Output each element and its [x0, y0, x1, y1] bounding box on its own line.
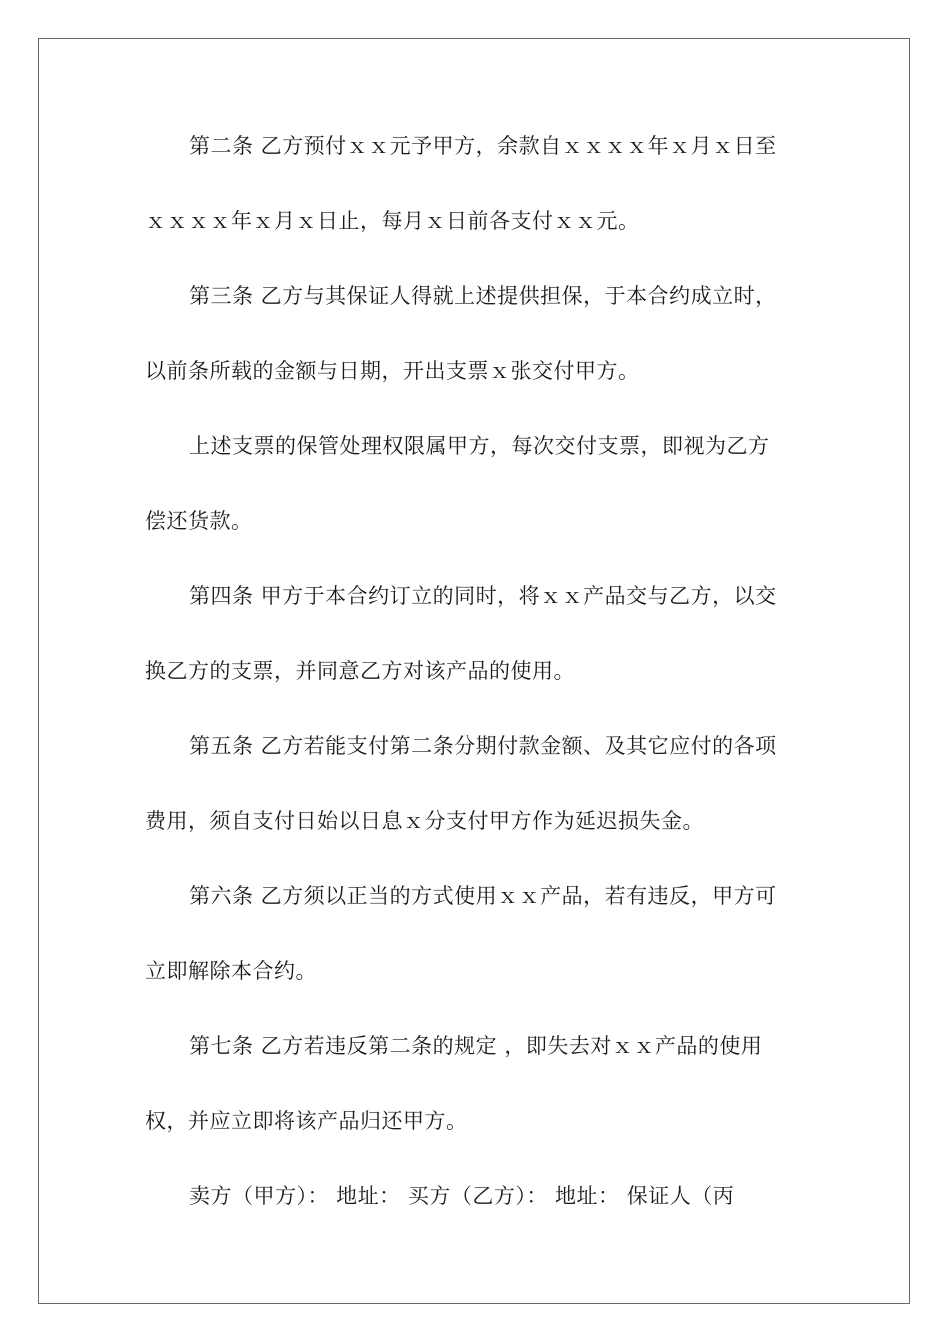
article-2-line-1: 第二条 乙方预付ｘｘ元予甲方，余款自ｘｘｘｘ年ｘ月ｘ日至 — [189, 134, 777, 158]
cheque-clause-line-2: 偿还货款。 — [145, 509, 253, 533]
article-6-line-2: 立即解除本合约。 — [145, 959, 317, 983]
article-6-line-1: 第六条 乙方须以正当的方式使用ｘｘ产品，若有违反，甲方可 — [189, 884, 777, 908]
article-7-line-1: 第七条 乙方若违反第二条的规定 ，即失去对ｘｘ产品的使用 — [189, 1034, 763, 1058]
article-4-line-2: 换乙方的支票，并同意乙方对该产品的使用。 — [145, 659, 575, 683]
article-2-line-2: ｘｘｘｘ年ｘ月ｘ日止，每月ｘ日前各支付ｘｘ元。 — [145, 209, 640, 233]
article-7-line-2: 权，并应立即将该产品归还甲方。 — [145, 1109, 468, 1133]
article-5-line-2: 费用，须自支付日始以日息ｘ分支付甲方作为延迟损失金。 — [145, 809, 704, 833]
article-5-line-1: 第五条 乙方若能支付第二条分期付款金额、及其它应付的各项 — [189, 734, 777, 758]
cheque-clause-line-1: 上述支票的保管处理权限属甲方，每次交付支票，即视为乙方 — [189, 434, 770, 458]
article-3-line-1: 第三条 乙方与其保证人得就上述提供担保，于本合约成立时， — [189, 284, 777, 308]
contract-body — [145, 130, 810, 1212]
article-3-line-2: 以前条所载的金额与日期，开出支票ｘ张交付甲方。 — [145, 359, 640, 383]
article-4-line-1: 第四条 甲方于本合约订立的同时，将ｘｘ产品交与乙方，以交 — [189, 584, 777, 608]
signature-parties-line: 卖方（甲方）： 地址： 买方（乙方）： 地址： 保证人（丙 — [189, 1184, 735, 1208]
